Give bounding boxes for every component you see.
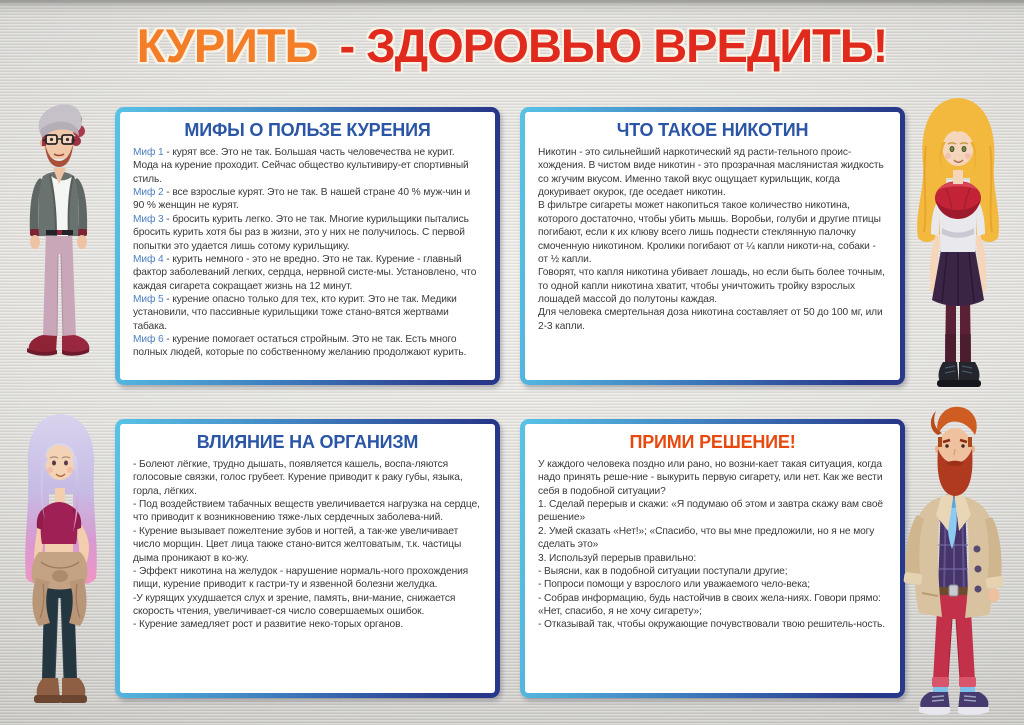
- myth-label: Миф 2: [133, 187, 164, 199]
- nicotine-paragraph-3: Говорят, что капля никотина убивает лошадь, но если быть более точным, то одной капли никотина хватит, чтобы уничтожить тройку взрослых лошадей массой до полутоны каждая.: [538, 267, 885, 305]
- myth-item-5: [133, 293, 482, 333]
- body-effect-1: - Болеют лёгкие, трудно дышать, появляется кашель, воспа-ляются голосовые связки, голос грубеет. Курение приводит к раку губы, языка, горла, лёгких.: [133, 459, 463, 497]
- panel-decision-title: ПРИМИ РЕШЕНИЕ!: [629, 432, 796, 452]
- redhead-man-character-illustration: [888, 396, 1022, 722]
- decision-paragraph-1: У каждого человека поздно или рано, но возни-кает такая ситуация, когда надо принять реше-ние - выкурить первую сигарету, или нет. Как же вести себя в подобной ситуации?: [538, 459, 883, 497]
- decision-paragraph-8: - Отказывай так, чтобы окружающие почувствовали твою решитель-ность.: [538, 619, 885, 631]
- myth-text: - курение опасно только для тех, кто курит. Это не так. Медики установили, что пассивные курильщики тоже стано-вятся жертвами табака.: [133, 293, 457, 332]
- myth-text: - бросить курить легко. Это не так. Многие курильщики пытались бросить курить хотя бы раз в жизни, это у них не получилось. С первой попытки это удается лишь сотому курильщику.: [133, 213, 469, 252]
- panel-nicotine-content: [525, 112, 900, 380]
- panel-myths-title: МИФЫ О ПОЛЬЗЕ КУРЕНИЯ: [184, 120, 431, 140]
- panel-decision-content: [525, 424, 900, 693]
- decision-paragraph-4: 3. Используй перерыв правильно:: [538, 552, 697, 564]
- lilac-girl-character-illustration: [3, 402, 117, 712]
- young-man-beanie-glasses-icon: [6, 84, 112, 382]
- myth-item-2: [133, 186, 482, 213]
- myth-text: - все взрослые курят. Это не так. В нашей стране 40 % муж-чин и 90 % женщин не курят.: [133, 187, 471, 212]
- myth-item-4: [133, 253, 482, 293]
- title-word-kurit: КУРИТЬ: [136, 19, 318, 72]
- body-effect-6: - Курение замедляет рост и развитие неко-торых органов.: [133, 619, 404, 631]
- myth-item-1: [133, 146, 482, 186]
- myth-text: - курение помогает остаться стройным. Это не так. Есть много полных людей, которые по собственному желанию продолжают курить.: [133, 334, 467, 359]
- nicotine-paragraph-1: Никотин - это сильнейший наркотический яд расти-тельного проис-хождения. В чистом виде никотин - это прозрачная маслянистая жидкость со жгучим вкусом. Именно такой вкус ощущает курильщик, когда докуривает окурок, где оседает никотин.: [538, 147, 884, 199]
- body-effect-4: - Эффект никотина на желудок - нарушение нормаль-ного прохождения пищи, курение приводит к гастри-ту и язвенной болезни желудка.: [133, 565, 469, 591]
- myth-label: Миф 1: [133, 147, 164, 158]
- bearded-man-beige-coat-icon: [888, 396, 1022, 722]
- myth-text: - курят все. Это не так. Большая часть человечества не курит. Мода на курение проходит. Сейчас общество культивиру-ет спортивный стиль.: [133, 147, 469, 185]
- panel-effect-on-body: [115, 419, 500, 698]
- panel-body-title: ВЛИЯНИЕ НА ОРГАНИЗМ: [196, 432, 419, 452]
- panel-myths-content: [120, 112, 495, 380]
- myth-label: Миф 5: [133, 293, 164, 305]
- myth-label: Миф 6: [133, 334, 164, 346]
- panel-myths-about-smoking: [115, 107, 500, 385]
- poster-title: [0, 18, 1024, 73]
- panel-make-decision: [520, 419, 905, 698]
- myth-label: Миф 4: [133, 253, 164, 265]
- girl-blonde-hair-red-scarf-icon: [902, 86, 1014, 392]
- panel-body-content: [120, 424, 495, 693]
- nicotine-paragraph-2: В фильтре сигареты может накопиться такое количество никотина, которого достаточно, чтобы убить мышь. Воробьи, голуби и другие птицы погибают, если к их клюву всего лишь поднести стеклянную палочку смоченную никотином. Кролики погибают от ¼ капли никоти-на, собаки - от ½ капли.: [538, 200, 881, 265]
- decision-paragraph-2: 1. Сделай перерыв и скажи: «Я подумаю об этом и завтра скажу вам своё решение»: [538, 499, 883, 524]
- hipster-man-character-illustration: [6, 84, 112, 382]
- myth-label: Миф 3: [133, 213, 164, 225]
- decision-paragraph-6: - Попроси помощи у взрослого или уважаемого чело-века;: [538, 579, 810, 591]
- panel-what-is-nicotine: [520, 107, 905, 385]
- decision-paragraph-5: - Выясни, как в подобной ситуации поступали другие;: [538, 565, 788, 577]
- myth-item-6: [133, 333, 482, 360]
- body-effect-5: -У курящих ухудшается слух и зрение, память, вни-мание, снижается скорость чтения, увеличивает-ся число совершаемых ошибок.: [133, 592, 456, 617]
- body-effect-2: - Под воздействием табачных веществ увеличивается нагрузка на сердце, что приводит к возникновению тяже-лых сердечных заболева-ний.: [133, 499, 480, 524]
- decision-paragraph-7: - Собрав информацию, будь настойчив в своих жела-ниях. Говори прямо: «Нет, спасибо, я не хочу сигарету»;: [538, 592, 881, 617]
- decision-paragraph-3: 2. Умей сказать «Нет!»; «Спасибо, что вы мне предложили, но я не могу сделать это»: [538, 525, 875, 551]
- myth-text: - курить немного - это не вредно. Это не так. Курение - главный фактор заболеваний легких, сердца, нервной систе-мы. Установлено, что каждая сигарета сокращает жизнь на 12 минут.: [133, 253, 477, 292]
- girl-lilac-hair-icon: [3, 402, 117, 712]
- body-effect-3: - Курение вызывает пожелтение зубов и ногтей, а так-же увеличивает число морщин. Цвет лица также стано-вится желтоватым, т.к. частицы дыма проникают в ко-жу.: [133, 525, 462, 564]
- myth-item-3: [133, 213, 482, 253]
- title-rest: - ЗДОРОВЬЮ ВРЕДИТЬ!: [339, 19, 888, 72]
- blonde-girl-character-illustration: [902, 86, 1014, 392]
- panel-nicotine-title: ЧТО ТАКОЕ НИКОТИН: [616, 120, 809, 140]
- nicotine-paragraph-4: Для человека смертельная доза никотина составляет от 50 до 100 мг, или 2-3 капли.: [538, 307, 883, 332]
